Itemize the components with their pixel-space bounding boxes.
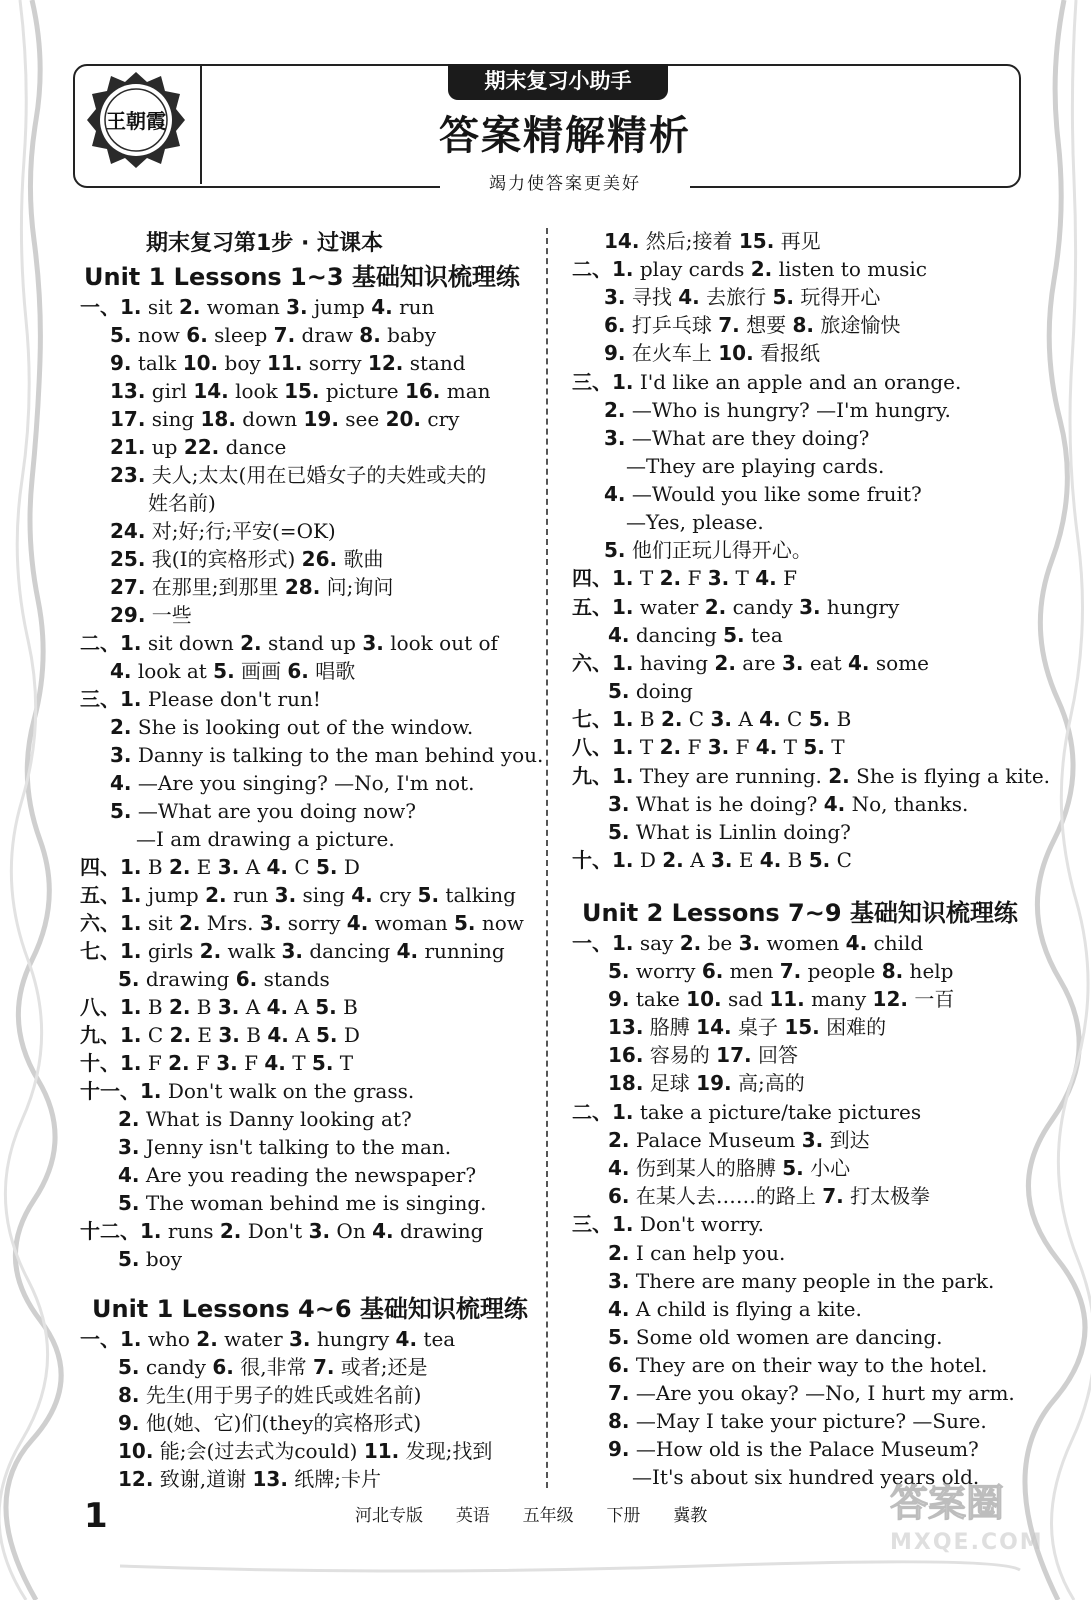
answer-line: 2. She is looking out of the window. xyxy=(110,715,474,739)
answer-line: 5. What is Linlin doing? xyxy=(608,820,851,844)
answer-line: 9. 他(她、它)们(they的宾格形式) xyxy=(118,1411,422,1435)
main-title: 答案精解精析 xyxy=(439,113,691,159)
answer-line: 3. What is he doing? 4. No, thanks. xyxy=(608,792,969,816)
watermark-url: MXQE.COM xyxy=(890,1530,1044,1555)
footer-publisher: 冀教 xyxy=(673,1506,708,1526)
answer-line: 3. —What are they doing? xyxy=(604,426,870,450)
answer-line: 八、1. T 2. F 3. F 4. T 5. T xyxy=(572,735,845,759)
answer-line: 21. up 22. dance xyxy=(110,435,287,459)
answer-line: 9. talk 10. boy 11. sorry 12. stand xyxy=(110,351,466,375)
answer-line: 7. —Are you okay? —No, I hurt my arm. xyxy=(608,1381,1015,1405)
answer-line: 9. —How old is the Palace Museum? xyxy=(608,1437,979,1461)
answer-line: 3. 寻找 4. 去旅行 5. 玩得开心 xyxy=(604,285,881,309)
answer-line: 2. Palace Museum 3. 到达 xyxy=(608,1128,870,1152)
answer-line: 4. Are you reading the newspaper? xyxy=(118,1163,477,1187)
footer-subject: 英语 xyxy=(455,1506,490,1526)
answer-line: 16. 容易的 17. 回答 xyxy=(608,1043,798,1067)
answer-line: 五、1. jump 2. run 3. sing 4. cry 5. talking xyxy=(80,883,516,907)
watermark xyxy=(890,1478,1070,1588)
answer-line: 七、1. B 2. C 3. A 4. C 5. B xyxy=(572,707,852,731)
watermark-text: 答案圈 xyxy=(890,1481,1005,1525)
answer-line: 4. look at 5. 画画 6. 唱歌 xyxy=(110,659,356,683)
answer-line: 十、1. F 2. F 3. F 4. T 5. T xyxy=(80,1051,354,1075)
answer-line: 六、1. sit 2. Mrs. 3. sorry 4. woman 5. now xyxy=(80,911,524,935)
answer-line: 10. 能;会(过去式为could) 11. 发现;找到 xyxy=(118,1439,493,1463)
answer-line: 5. The woman behind me is singing. xyxy=(118,1191,487,1215)
answer-line: 姓名前) xyxy=(148,491,216,515)
answer-line: 七、1. girls 2. walk 3. dancing 4. running xyxy=(80,939,505,963)
answer-line: —Yes, please. xyxy=(626,510,764,534)
answer-line: 2. —Who is hungry? —I'm hungry. xyxy=(604,398,951,422)
answer-line: 2. What is Danny looking at? xyxy=(118,1107,412,1131)
answer-line: 四、1. B 2. E 3. A 4. C 5. D xyxy=(80,855,360,879)
answer-line: 6. They are on their way to the hotel. xyxy=(608,1353,988,1377)
answer-line: 14. 然后;接着 15. 再见 xyxy=(604,229,821,253)
answer-line: 三、1. Don't worry. xyxy=(572,1212,765,1236)
answer-line: 二、1. sit down 2. stand up 3. look out of xyxy=(80,631,498,655)
answer-line: 3. Danny is talking to the man behind you. xyxy=(110,743,544,767)
answer-line: 18. 足球 19. 高;高的 xyxy=(608,1071,805,1095)
answer-line: 三、1. Please don't run! xyxy=(80,687,321,711)
answer-line: 29. 一些 xyxy=(110,603,192,627)
header-tag: 期末复习小助手 xyxy=(448,64,668,100)
answer-line: 6. 打乒乓球 7. 想要 8. 旅途愉快 xyxy=(604,313,901,337)
answer-line: 5. —What are you doing now? xyxy=(110,799,416,823)
answer-line: 5. worry 6. men 7. people 8. help xyxy=(608,959,954,983)
answer-line: 五、1. water 2. candy 3. hungry xyxy=(572,595,900,619)
answer-line: 九、1. They are running. 2. She is flying a kite. xyxy=(572,764,1051,788)
answer-line: 2. I can help you. xyxy=(608,1241,786,1265)
answer-line: 十一、1. Don't walk on the grass. xyxy=(80,1079,415,1103)
answer-line: 4. —Would you like some fruit? xyxy=(604,482,922,506)
answer-line: 4. dancing 5. tea xyxy=(608,623,783,647)
answer-line: 13. 胳膊 14. 桌子 15. 困难的 xyxy=(608,1015,887,1039)
answer-line: 13. girl 14. look 15. picture 16. man xyxy=(110,379,491,403)
answer-line: 6. 在某人去……的路上 7. 打太极拳 xyxy=(608,1184,931,1208)
answer-line: 24. 对;好;行;平安(=OK) xyxy=(110,519,336,543)
header-divider xyxy=(200,66,202,184)
answer-line: 一、1. who 2. water 3. hungry 4. tea xyxy=(80,1327,456,1351)
answer-line: 4. —Are you singing? —No, I'm not. xyxy=(110,771,475,795)
answer-line: 二、1. take a picture/take pictures xyxy=(572,1100,922,1124)
answer-line: 5. drawing 6. stands xyxy=(118,967,330,991)
answer-line: 十、1. D 2. A 3. E 4. B 5. C xyxy=(572,848,852,872)
publisher-logo xyxy=(86,70,186,170)
answer-line: 九、1. C 2. E 3. B 4. A 5. D xyxy=(80,1023,360,1047)
column-divider xyxy=(546,228,548,1488)
svg-text:王朝霞: 王朝霞 xyxy=(106,109,166,133)
answer-line: 4. A child is flying a kite. xyxy=(608,1297,862,1321)
footer-info xyxy=(355,1504,707,1528)
answer-line: 四、1. T 2. F 3. T 4. F xyxy=(572,566,798,590)
answer-line: 十二、1. runs 2. Don't 3. On 4. drawing xyxy=(80,1219,484,1243)
page-number: 1 xyxy=(84,1496,108,1536)
answer-line: 5. Some old women are dancing. xyxy=(608,1325,943,1349)
footer-grade: 五年级 xyxy=(522,1506,574,1526)
answer-line: 9. take 10. sad 11. many 12. 一百 xyxy=(608,987,955,1011)
header-slogan: 竭力使答案更美好 xyxy=(440,172,690,196)
footer-volume: 下册 xyxy=(606,1506,641,1526)
answer-line: 25. 我(I的宾格形式) 26. 歌曲 xyxy=(110,547,384,571)
answer-line: 5. now 6. sleep 7. draw 8. baby xyxy=(110,323,436,347)
footer-edition: 河北专版 xyxy=(355,1506,423,1526)
answer-line: 4. 伤到某人的胳膊 5. 小心 xyxy=(608,1156,851,1180)
answer-line: 八、1. B 2. B 3. A 4. A 5. B xyxy=(80,995,358,1019)
answer-line: —It's about six hundred years old. xyxy=(632,1465,980,1489)
answer-line: 23. 夫人;太太(用在已婚女子的夫姓或夫的 xyxy=(110,463,487,487)
answer-line: 二、1. play cards 2. listen to music xyxy=(572,257,927,281)
answer-line: 8. 先生(用于男子的姓氏或姓名前) xyxy=(118,1383,422,1407)
answer-line: 3. Jenny isn't talking to the man. xyxy=(118,1135,452,1159)
answer-line: 3. There are many people in the park. xyxy=(608,1269,995,1293)
answer-line: 一、1. sit 2. woman 3. jump 4. run xyxy=(80,295,435,319)
unit-heading: Unit 1 Lessons 4~6 基础知识梳理练 xyxy=(92,1295,528,1323)
answer-line: 27. 在那里;到那里 28. 问;询问 xyxy=(110,575,394,599)
answer-line: 5. candy 6. 很,非常 7. 或者;还是 xyxy=(118,1355,428,1379)
answer-line: 六、1. having 2. are 3. eat 4. some xyxy=(572,651,929,675)
section-title: 期末复习第1步 · 过课本 xyxy=(146,231,383,256)
answer-line: —I am drawing a picture. xyxy=(136,827,395,851)
answer-line: —They are playing cards. xyxy=(626,454,885,478)
unit-heading: Unit 2 Lessons 7~9 基础知识梳理练 xyxy=(582,899,1018,927)
answer-line: 8. —May I take your picture? —Sure. xyxy=(608,1409,987,1433)
answer-line: 三、1. I'd like an apple and an orange. xyxy=(572,370,962,394)
answer-line: 5. boy xyxy=(118,1247,183,1271)
answer-line: 5. doing xyxy=(608,679,693,703)
unit-heading: Unit 1 Lessons 1~3 基础知识梳理练 xyxy=(84,263,520,291)
answer-line: 一、1. say 2. be 3. women 4. child xyxy=(572,931,924,955)
answer-line: 12. 致谢,道谢 13. 纸牌;卡片 xyxy=(118,1467,382,1491)
answer-line: 17. sing 18. down 19. see 20. cry xyxy=(110,407,460,431)
answer-line: 9. 在火车上 10. 看报纸 xyxy=(604,341,821,365)
answer-line: 5. 他们正玩儿得开心。 xyxy=(604,538,812,562)
